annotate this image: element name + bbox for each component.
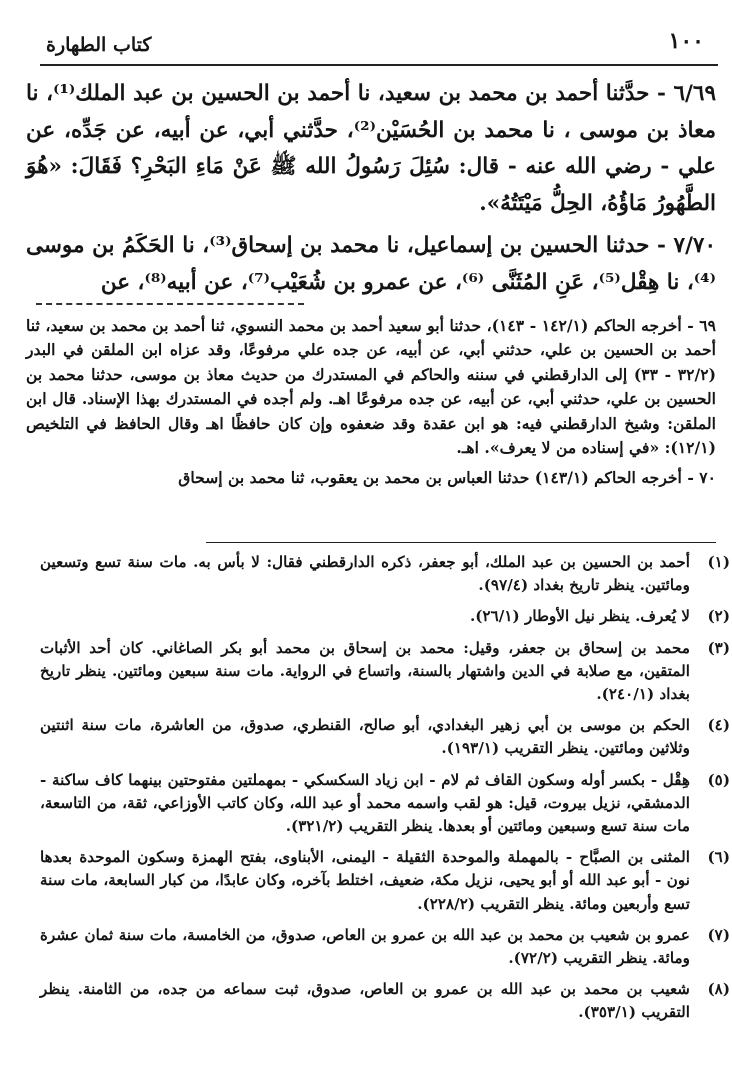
footnote-text: الحكم بن موسى بن أبي زهير البغدادي، أبو صالح، القنطري، صدوق، من العاشرة، مات سنة اثنتين وثلاثين ومائتين. ينظر التقريب (١٩٣/١).: [40, 716, 690, 758]
chapter-title: كتاب الطهارة: [46, 34, 152, 56]
footnote-text: أحمد بن الحسين بن عبد الملك، أبو جعفر، ذكره الدارقطني فقال: لا بأس به. مات سنة تسع وتسعين ومائتين. ينظر تاريخ بغداد (٩٧/٤).: [40, 553, 690, 595]
footnote-rule: [206, 542, 716, 543]
footnote-1: [40, 551, 730, 597]
takhrij-block: [26, 314, 716, 491]
footnote-2: [40, 605, 730, 628]
hadith-70: ٧/٧٠ - حدثنا الحسين بن إسماعيل، نا محمد بن إسحاق⁽³⁾، نا الحَكَمُ بن موسى ⁽⁴⁾، نا هِقْل⁽⁵⁾، عَنِ المُثَنَّى ⁽⁶⁾، عن عمرو بن شُعَيْب⁽⁷⁾، عن أبيه⁽⁸⁾، عن: [26, 233, 717, 295]
footnote-number: (٥): [707, 770, 730, 789]
footnotes-block: [40, 551, 730, 1033]
footnote-number: (٤): [707, 716, 730, 735]
footnote-4: [40, 714, 730, 760]
footnote-6: [40, 846, 730, 916]
dashed-separator: [36, 303, 304, 305]
page-number: ١٠٠: [668, 28, 704, 54]
footnote-number: (٨): [707, 980, 730, 999]
footnote-number: (٦): [707, 848, 730, 867]
header-rule: [40, 64, 718, 66]
takhrij-69: ٦٩ - أخرجه الحاكم (١٤٢/١ - ١٤٣)، حدثنا أبو سعيد أحمد بن محمد النسوي، ثنا أحمد بن محمد بن سعيد، ثنا أحمد بن الحسين بن علي، حدثني أبي، عن أبيه، عن جده علي مرفوعًا، وقد عزاه ابن الملقن في البدر (٣٢/٢ - ٣٣) إلى الدارقطني في سننه والحاكم في المستدرك من حديث معاذ بن موسى، حدثنا محمد بن الحسين بن علي، حدثني أبي، عن أبيه، عن جده مرفوعًا اهـ. ولم أجده في المستدرك بهذا الإسناد. قال ابن الملقن: وشيخ الدارقطني فيه: هو ابن عقدة وقد ضعفوه وإن كان حافظًا اهـ وقال الحافظ في التلخيص (١٢/١): «في إسناده من لا يعرف». اهـ.: [26, 316, 716, 458]
footnote-text: لا يُعرف. ينظر نيل الأوطار (٢٦/١).: [470, 607, 690, 626]
footnote-number: (٣): [707, 638, 730, 657]
footnote-text: شعيب بن محمد بن عبد الله بن عمرو بن العاص، صدوق، ثبت سماعه من جده، من الثامنة. ينظر التقريب (٣٥٣/١).: [40, 980, 690, 1022]
footnote-5: [40, 769, 730, 839]
page-header: [40, 28, 718, 62]
footnote-7: [40, 924, 730, 970]
footnote-text: محمد بن إسحاق بن جعفر، وقيل: محمد بن إسحاق بن محمد أبو بكر الصاغاني. كان أحد الأثبات المتقين، مع صلابة في الدين واشتهار بالسنة، واتساع في الرواية. مات سنة سبعين ومائتين. ينظر تاريخ بغداد (٢٤٠/١).: [40, 638, 690, 704]
takhrij-70: ٧٠ - أخرجه الحاكم (١٤٣/١) حدثنا العباس بن محمد بن يعقوب، ثنا محمد بن إسحاق: [178, 468, 716, 488]
hadith-69: ٦/٦٩ - حدَّثنا أحمد بن محمد بن سعيد، نا أحمد بن الحسين بن عبد الملك⁽¹⁾، نا معاذ بن موسى ، نا محمد بن الحُسَيْن⁽²⁾، حدَّثني أبي، عن أبيه، عن جَدِّه، عن علي - رضي الله عنه - قال: سُئِلَ رَسُولُ الله ﷺ عَنْ مَاءِ البَحْرِ؟ فَقَالَ: «هُوَ الطَّهُورُ مَاؤُهُ، الحِلُّ مَيْتَتُهُ».: [26, 81, 716, 216]
hadith-text-block: [26, 76, 716, 301]
footnote-number: (٧): [707, 925, 730, 944]
footnote-8: [40, 978, 730, 1024]
footnote-text: هِقْل - بكسر أوله وسكون القاف ثم لام - ابن زياد السكسكي - بمهملتين مفتوحتين بينهما كاف ساكنة - الدمشقي، نزيل بيروت، قيل: هو لقب واسمه محمد أو عبد الله، وكان كاتب الأوزاعي، ثقة، من التاسعة، مات سنة تسع وسبعين ومائتين أو بعدها. ينظر التقريب (٣٢١/٢).: [40, 770, 690, 836]
footnote-text: عمرو بن شعيب بن محمد بن عبد الله بن عمرو بن العاص، صدوق، من الخامسة، مات سنة ثمان عشرة ومائة. ينظر التقريب (٧٢/٢).: [40, 925, 690, 968]
footnote-text: المثنى بن الصبَّاح - بالمهملة والموحدة الثقيلة - اليمنى، الأبناوى، بفتح الهمزة وسكون الموحدة بعدها نون - أبو عبد الله أو أبو يحيى، نزيل مكة، ضعيف، اختلط بآخره، وكان عابدًا، من كبار السابعة، مات سنة تسع وأربعين ومائة. ينظر التقريب (٢٢٨/٢).: [40, 848, 690, 913]
footnote-number: (١): [707, 553, 730, 571]
footnote-3: [40, 637, 730, 707]
footnote-number: (٢): [707, 607, 730, 626]
